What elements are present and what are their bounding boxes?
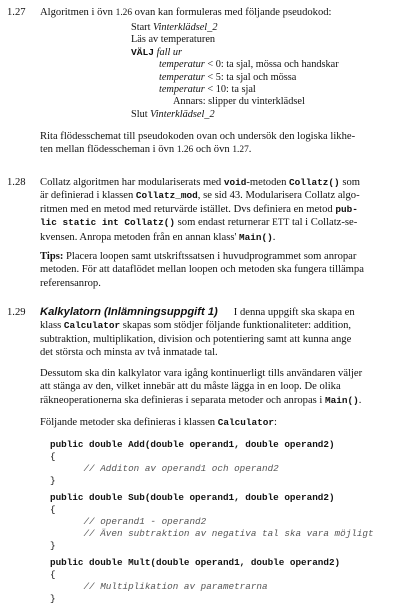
- code-brace: {: [50, 451, 56, 462]
- code-brace: }: [50, 475, 56, 486]
- exercise-number: 1.28: [7, 177, 26, 188]
- exercise-number: 1.29: [7, 307, 26, 318]
- pseudo-case-3: temperatur < 10: ta sjal: [159, 84, 256, 96]
- code-brace: {: [50, 504, 56, 515]
- code-brace: {: [50, 569, 56, 580]
- code-mult-signature: public double Mult(double operand1, double operand2): [50, 557, 341, 568]
- exercise-title: Kalkylatorn (Inlämningsuppgift 1): [40, 306, 218, 318]
- pseudo-start: Start Vinterklädsel_2: [131, 22, 218, 33]
- exercise-number: 1.27: [7, 7, 26, 18]
- code-comment: // Additon av operand1 och operand2: [50, 463, 279, 474]
- pseudo-end: Slut Vinterklädsel_2: [131, 108, 215, 120]
- exercise-paragraph-2: Dessutom ska din kalkylator vara igång kontinuerligt tills användaren väljer att stänga av den, vilket innebär att du måste lägga in en loop. De olika räkneoperationerna ska definieras i separata metoder och anropas i Main().: [40, 368, 363, 406]
- exercise-intro: Algoritmen i övn 1.26 ovan kan formuleras med följande pseudokod:: [40, 7, 332, 18]
- pseudo-select: VÄLJ fall ur: [131, 46, 183, 58]
- pseudo-else: Annars: slipper du vinterklädsel: [173, 96, 305, 108]
- exercise-tips: Tips: Placera loopen samt utskriftssatsen i huvudprogrammet som anropar metoden. För att dataflödet mellan loopen och metoden ska fungera tillämpa referensanrop.: [40, 251, 364, 289]
- code-add-signature: public double Add(double operand1, double operand2): [50, 439, 335, 450]
- pseudo-read: Läs av temperaturen: [131, 34, 216, 46]
- code-sub-signature: public double Sub(double operand1, double operand2): [50, 492, 335, 503]
- exercise-paragraph-3: Följande metoder ska definieras i klassen Calculator:: [40, 417, 277, 428]
- exercise-task: Rita flödesschemat till pseudokoden ovan och undersök den logiska likhe- ten mellan flödesscheman i övn 1.26 och övn 1.27.: [40, 131, 356, 156]
- exercise-text: Collatz algoritmen har modulariserats med void-metoden Collatz() som är definierad i klassen Collatz_mod, se sid 43. Modularisera Collatz algo- ritmen med en metod med returvärde istället. Dvs definiera en metod pub- lic static int Collatz() som endast returnerar ETT tal i Collatz-se- kvensen. Anropa metoden från en annan klass' Main().: [40, 177, 360, 243]
- code-comment: // operand1 - operand2: [50, 516, 207, 527]
- code-comment: // Även subtraktion av negativa tal ska vara möjligt: [50, 528, 374, 539]
- code-brace: }: [50, 593, 56, 604]
- code-block: [50, 439, 374, 605]
- code-comment: // Multiplikation av parametrarna: [50, 581, 268, 592]
- pseudo-case-2: temperatur < 5: ta sjal och mössa: [159, 71, 297, 83]
- pseudo-case-1: temperatur < 0: ta sjal, mössa och handskar: [159, 59, 339, 71]
- pseudocode-block: [131, 22, 339, 121]
- code-brace: }: [50, 540, 56, 551]
- exercise-intro: Kalkylatorn (Inlämningsuppgift 1) I denna uppgift ska skapa en klass Calculator skapas som stödjer följande funktionaliteter: addition, subtraktion, multiplikation, division och potentiering samt att kunna ange det största och minsta av två inmatade tal.: [40, 306, 355, 359]
